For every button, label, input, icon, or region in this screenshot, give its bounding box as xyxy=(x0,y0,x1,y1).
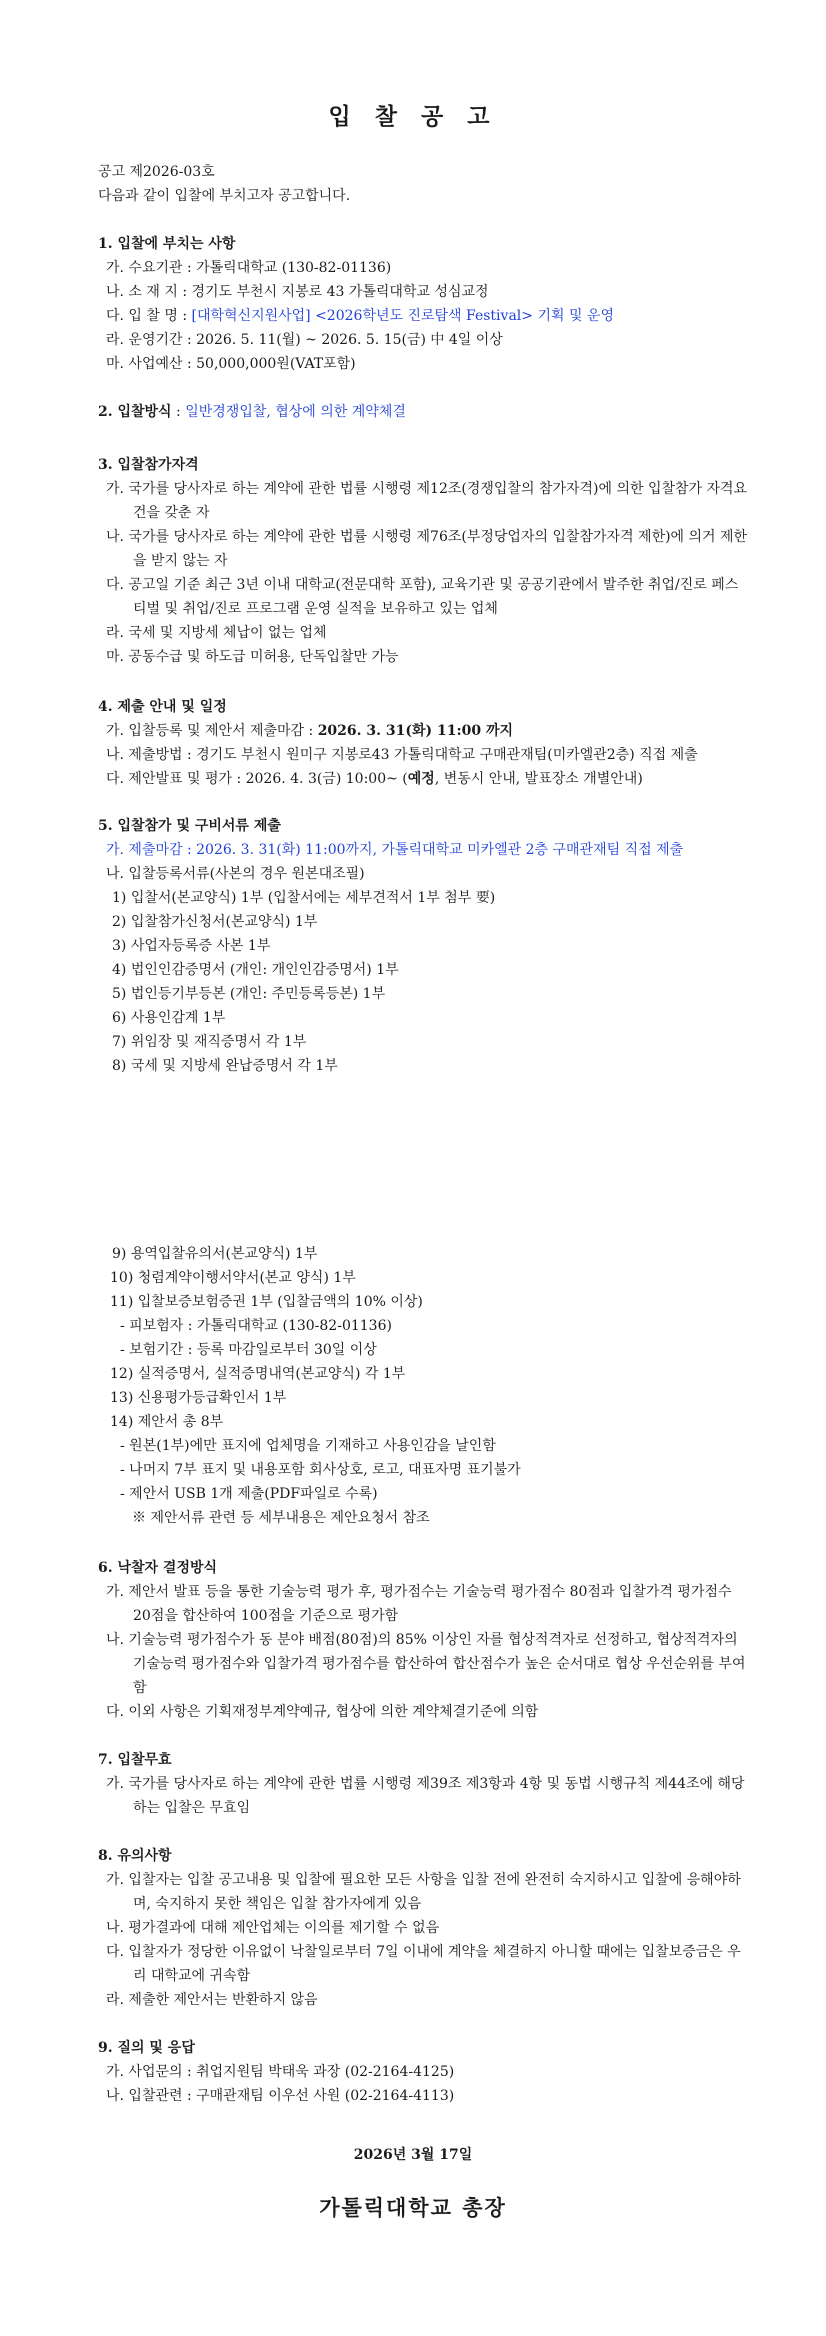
submission-deadline: 2026. 3. 31(화) 11:00 까지 xyxy=(317,723,514,739)
section-1-item-ma: 마. 사업예산 : 50,000,000원(VAT포함) xyxy=(106,356,356,372)
section-4-item-na: 나. 제출방법 : 경기도 부천시 원미구 지봉로43 가톨릭대학교 구매관재팀(미카엘관2층) 직접 제출 xyxy=(106,747,698,763)
section-1-item-na: 나. 소 재 지 : 경기도 부천시 지봉로 43 가톨릭대학교 성심교정 xyxy=(106,284,489,300)
section-7 xyxy=(98,1748,748,1820)
proposal-detail: - 제안서 USB 1개 제출(PDF파일로 수록) xyxy=(120,1486,378,1502)
section-6-item: 가. 제안서 발표 등을 통한 기술능력 평가 후, 평가점수는 기술능력 평가점수 80점과 입찰가격 평가점수 20점을 합산하여 100점을 기준으로 평가함 xyxy=(106,1584,732,1624)
section-8-heading: 8. 유의사항 xyxy=(98,1848,172,1864)
notice-date: 2026년 3월 17일 xyxy=(353,2147,473,2163)
document-item: 12) 실적증명서, 실적증명내역(본교양식) 각 1부 xyxy=(110,1366,406,1382)
section-4-item-ga xyxy=(98,719,748,743)
section-3-item: 가. 국가를 당사자로 하는 계약에 관한 법률 시행령 제12조(경쟁입찰의 참가자격)에 의한 입찰참가 자격요건을 갖춘 자 xyxy=(106,481,748,521)
document-item: 4) 법인인감증명서 (개인: 개인인감증명서) 1부 xyxy=(112,962,399,978)
section-4-item-ga-prefix: 가. 입찰등록 및 제안서 제출마감 : xyxy=(106,723,318,739)
section-9 xyxy=(98,2036,748,2108)
section-3 xyxy=(98,453,748,669)
document-item: 8) 국세 및 지방세 완납증명서 각 1부 xyxy=(112,1058,338,1074)
document-item: 13) 신용평가등급확인서 1부 xyxy=(110,1390,287,1406)
document-item: 10) 청렴계약이행서약서(본교 양식) 1부 xyxy=(110,1270,356,1286)
section-2-sep: : xyxy=(171,404,186,420)
section-1-item-ra: 라. 운영기간 : 2026. 5. 11(월) ~ 2026. 5. 15(금) 中 4일 이상 xyxy=(106,332,503,348)
section-5 xyxy=(98,814,748,1078)
section-3-item: 나. 국가를 당사자로 하는 계약에 관한 법률 시행령 제76조(부정당업자의 입찰참가자격 제한)에 의거 제한을 받지 않는 자 xyxy=(106,529,748,569)
document-item: 1) 입찰서(본교양식) 1부 (입찰서에는 세부견적서 1부 첨부 要) xyxy=(112,890,496,906)
tentative-label: 예정 xyxy=(407,771,435,787)
bid-method: 일반경쟁입찰, 협상에 의한 계약체결 xyxy=(185,404,406,420)
document-item: 11) 입찰보증보험증권 1부 (입찰금액의 10% 이상) xyxy=(110,1294,423,1310)
section-1-item-da xyxy=(98,304,748,328)
section-1-item-da-prefix: 다. 입 찰 명 : xyxy=(106,308,192,324)
proposal-detail: - 나머지 7부 표지 및 내용포함 회사상호, 로고, 대표자명 표기불가 xyxy=(120,1462,521,1478)
section-2-heading: 2. 입찰방식 xyxy=(98,404,172,420)
contact-item: 가. 사업문의 : 취업지원팀 박태욱 과장 (02-2164-4125) xyxy=(106,2064,455,2080)
section-4 xyxy=(98,695,748,791)
page-title: 입 찰 공 고 xyxy=(328,103,498,130)
document-item: 2) 입찰참가신청서(본교양식) 1부 xyxy=(112,914,318,930)
document-item: 5) 법인등기부등본 (개인: 주민등록등본) 1부 xyxy=(112,986,386,1002)
section-8-item: 다. 입찰자가 정당한 이유없이 낙찰일로부터 7일 이내에 계약을 체결하지 아니할 때에는 입찰보증금은 우리 대학교에 귀속함 xyxy=(106,1944,741,1984)
section-4-item-da-prefix: 다. 제안발표 및 평가 : 2026. 4. 3(금) 10:00~ ( xyxy=(106,771,408,787)
section-4-item-da-suffix: , 변동시 안내, 발표장소 개별안내) xyxy=(434,771,643,787)
section-3-item: 라. 국세 및 지방세 체납이 없는 업체 xyxy=(106,625,327,641)
document-item: 14) 제안서 총 8부 xyxy=(110,1414,224,1430)
section-1-heading: 1. 입찰에 부치는 사항 xyxy=(98,236,236,252)
section-5-item-ga: 가. 제출마감 : 2026. 3. 31(화) 11:00까지, 가톨릭대학교 미카엘관 2층 구매관재팀 직접 제출 xyxy=(106,842,684,858)
section-3-item: 마. 공동수급 및 하도급 미허용, 단독입찰만 가능 xyxy=(106,649,399,665)
section-7-heading: 7. 입찰무효 xyxy=(98,1752,172,1768)
reference-note: ※ 제안서류 관련 등 세부내용은 제안요청서 참조 xyxy=(132,1510,430,1526)
contact-item: 나. 입찰관련 : 구매관재팀 이우선 사원 (02-2164-4113) xyxy=(106,2088,455,2104)
section-5-item-na: 나. 입찰등록서류(사본의 경우 원본대조필) xyxy=(106,866,365,882)
document-item: 7) 위임장 및 재직증명서 각 1부 xyxy=(112,1034,307,1050)
intro-block xyxy=(98,160,748,208)
bond-detail: - 보험기간 : 등록 마감일로부터 30일 이상 xyxy=(120,1342,377,1358)
section-2-line xyxy=(98,400,748,424)
section-8 xyxy=(98,1844,748,2012)
section-7-item: 가. 국가를 당사자로 하는 계약에 관한 법률 시행령 제39조 제3항과 4항 및 동법 시행규칙 제44조에 해당하는 입찰은 무효임 xyxy=(106,1776,745,1816)
document-item: 6) 사용인감계 1부 xyxy=(112,1010,226,1026)
section-9-heading: 9. 질의 및 응답 xyxy=(98,2040,195,2056)
section-4-heading: 4. 제출 안내 및 일정 xyxy=(98,699,227,715)
section-6 xyxy=(98,1556,748,1724)
section-8-item: 라. 제출한 제안서는 반환하지 않음 xyxy=(106,1992,318,2008)
intro-text: 다음과 같이 입찰에 부치고자 공고합니다. xyxy=(98,188,351,204)
document-item: 9) 용역입찰유의서(본교양식) 1부 xyxy=(112,1246,318,1262)
proposal-detail: - 원본(1부)에만 표지에 업체명을 기재하고 사용인감을 날인함 xyxy=(120,1438,496,1454)
bid-name: [대학혁신지원사업] <2026학년도 진로탐색 Festival> 기획 및 운영 xyxy=(191,308,614,324)
section-5-heading: 5. 입찰참가 및 구비서류 제출 xyxy=(98,818,281,834)
section-1-item-ga: 가. 수요기관 : 가톨릭대학교 (130-82-01136) xyxy=(106,260,392,276)
notice-number: 공고 제2026-03호 xyxy=(98,164,215,180)
document-item: 3) 사업자등록증 사본 1부 xyxy=(112,938,271,954)
section-2 xyxy=(98,400,748,424)
bond-detail: - 피보험자 : 가톨릭대학교 (130-82-01136) xyxy=(120,1318,392,1334)
section-6-item: 다. 이외 사항은 기획재정부계약예규, 협상에 의한 계약체결기준에 의함 xyxy=(106,1704,539,1720)
section-6-heading: 6. 낙찰자 결정방식 xyxy=(98,1560,218,1576)
section-6-item: 나. 기술능력 평가점수가 동 분야 배점(80점)의 85% 이상인 자를 협상적격자로 선정하고, 협상적격자의 기술능력 평가점수와 입찰가격 평가점수를 합산하여 합산점수가 높은 순서대로 협상 우선순위를 부여함 xyxy=(106,1632,746,1696)
section-4-item-da xyxy=(98,767,748,791)
section-1 xyxy=(98,232,748,376)
section-8-item: 나. 평가결과에 대해 제안업체는 이의를 제기할 수 없음 xyxy=(106,1920,440,1936)
section-8-item: 가. 입찰자는 입찰 공고내용 및 입찰에 필요한 모든 사항을 입찰 전에 완전히 숙지하시고 입찰에 응해야하며, 숙지하지 못한 책임은 입찰 참가자에게 있음 xyxy=(106,1872,741,1912)
section-5-continued xyxy=(98,1242,748,1530)
section-3-heading: 3. 입찰참가자격 xyxy=(98,457,199,473)
signer: 가톨릭대학교 총장 xyxy=(319,2195,507,2220)
section-3-item: 다. 공고일 기준 최근 3년 이내 대학교(전문대학 포함), 교육기관 및 공공기관에서 발주한 취업/진로 페스티벌 및 취업/진로 프로그램 운영 실적을 보유하고 있는 업체 xyxy=(106,577,739,617)
